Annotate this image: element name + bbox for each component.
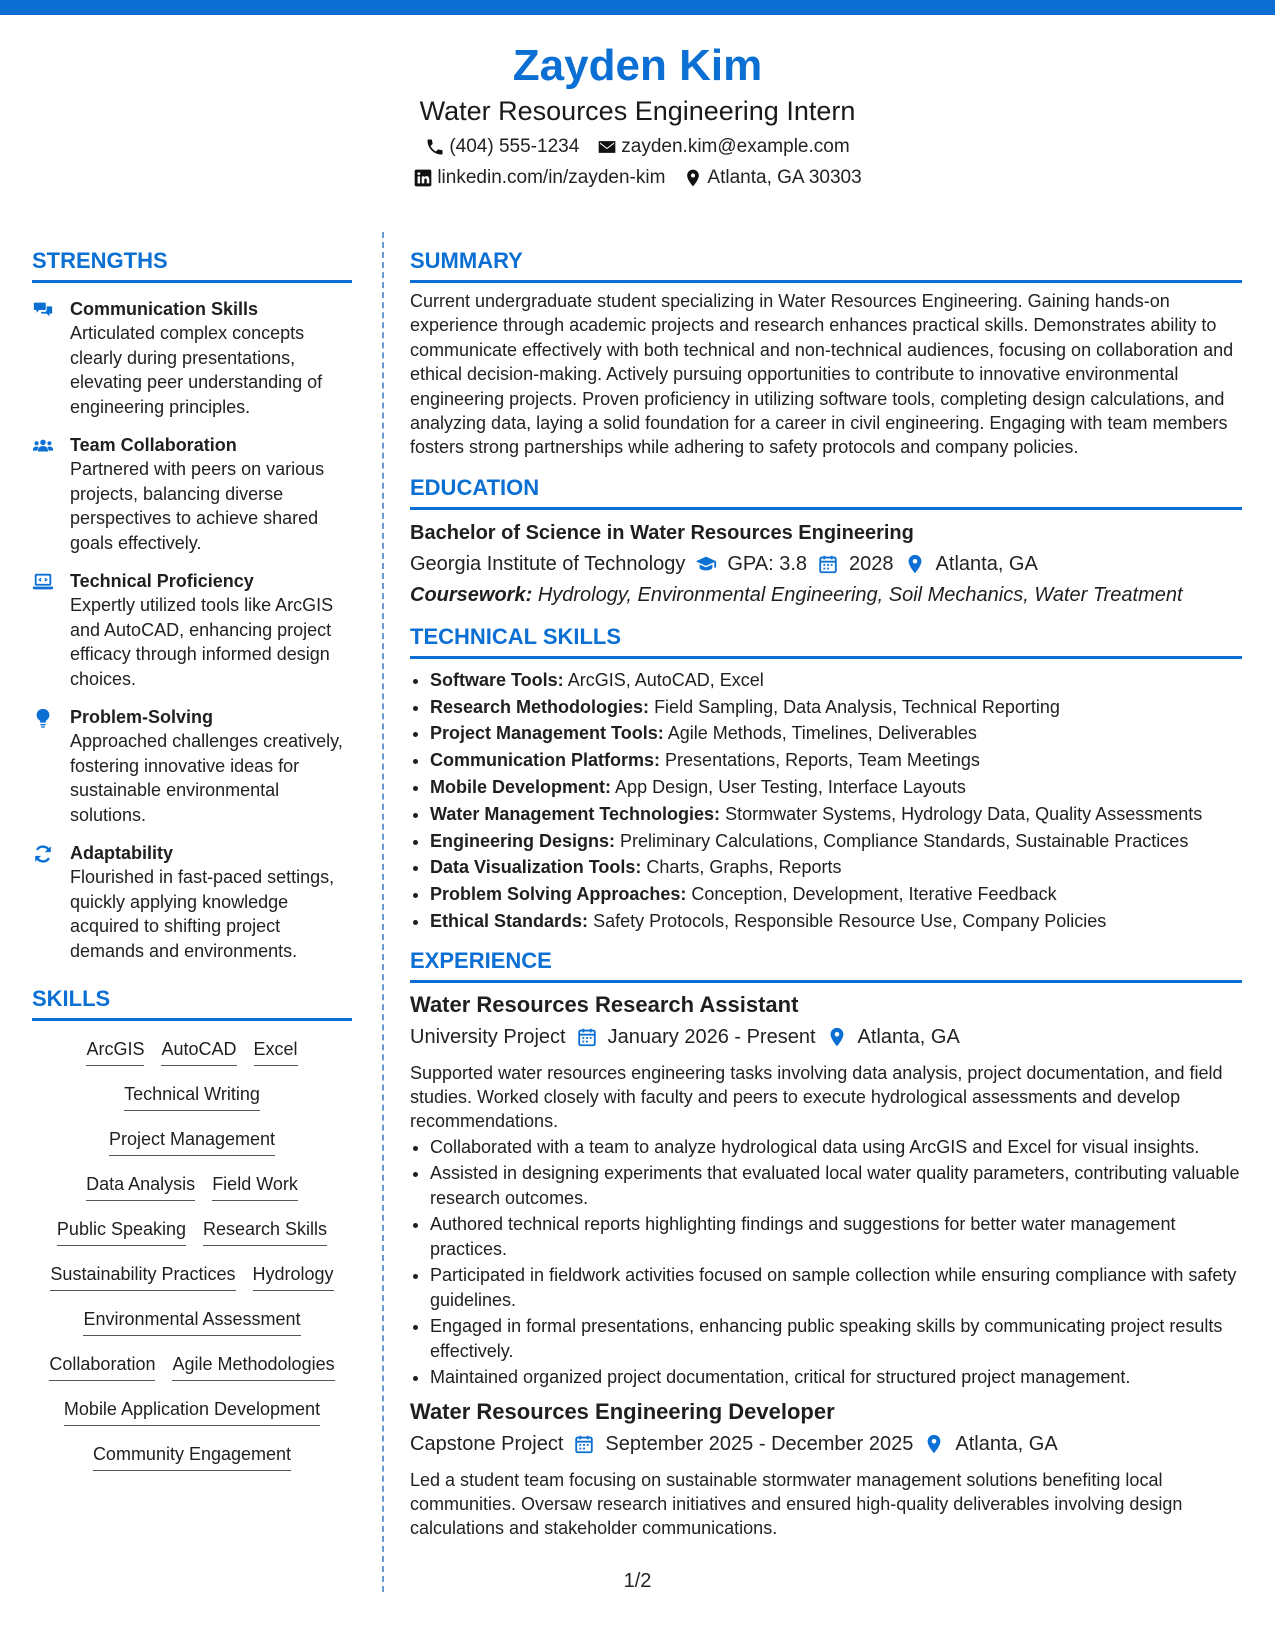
job-entry bbox=[410, 991, 1242, 1390]
job-bullet: • Participated in fieldwork activities focused on sample collection while ensuring compliance with safety guidelines. bbox=[430, 1263, 1242, 1312]
top-accent-bar bbox=[0, 0, 1275, 15]
job-bullets bbox=[410, 1135, 1242, 1390]
skill-tag: Public Speaking bbox=[57, 1217, 186, 1246]
strengths-heading: STRENGTHS bbox=[32, 247, 352, 283]
right-column bbox=[410, 247, 1242, 1540]
skill-category: Project Management Tools: bbox=[430, 723, 664, 744]
skill-tag: Field Work bbox=[212, 1172, 298, 1201]
skill-tag: Collaboration bbox=[49, 1352, 155, 1381]
job-entry bbox=[410, 1398, 1242, 1540]
strength-title: Adaptability bbox=[70, 843, 174, 863]
skill-values: Charts, Graphs, Reports bbox=[646, 857, 842, 878]
skill-tag: ArcGIS bbox=[86, 1037, 144, 1066]
job-description: Supported water resources engineering tasks involving data analysis, project documentation, and field studies. Worked closely with faculty and peers to execute hydrological assessments and develop recommendations. bbox=[410, 1062, 1223, 1131]
skill-tag: Environmental Assessment bbox=[83, 1307, 300, 1336]
technical-skill-item bbox=[430, 801, 1242, 828]
skill-tag: AutoCAD bbox=[161, 1037, 236, 1066]
job-dates: January 2026 - Present bbox=[607, 1025, 816, 1048]
strength-item bbox=[32, 705, 352, 827]
skill-tag: Community Engagement bbox=[93, 1442, 291, 1471]
job-org: Capstone Project bbox=[410, 1432, 564, 1455]
job-bullet: • Maintained organized project documentation, critical for structured project management. bbox=[430, 1365, 1242, 1390]
skill-values: Preliminary Calculations, Compliance Standards, Sustainable Practices bbox=[620, 830, 1189, 851]
technical-skill-item bbox=[430, 774, 1242, 801]
linkedin-text[interactable]: linkedin.com/in/zayden-kim bbox=[437, 167, 666, 188]
strength-item bbox=[32, 433, 352, 555]
technical-skill-item bbox=[430, 854, 1242, 881]
summary-heading: SUMMARY bbox=[410, 247, 1242, 283]
skills-list bbox=[32, 1033, 352, 1483]
skill-values: Agile Methods, Timelines, Deliverables bbox=[667, 723, 977, 744]
skill-category: Problem Solving Approaches: bbox=[430, 884, 687, 905]
strength-title: Communication Skills bbox=[70, 299, 259, 319]
map-marker-icon bbox=[904, 553, 926, 575]
job-description: Led a student team focusing on sustainable stormwater management solutions benefiting local communities. Oversaw research initiatives and ensured high-quality deliverables involving design calculations and stakeholder communications. bbox=[410, 1469, 1183, 1538]
skill-category: Data Visualization Tools: bbox=[430, 857, 642, 878]
job-meta bbox=[410, 1430, 1242, 1458]
column-divider bbox=[382, 232, 384, 1592]
skill-values: Field Sampling, Data Analysis, Technical Reporting bbox=[654, 696, 1060, 717]
coursework-list: Hydrology, Environmental Engineering, Soil Mechanics, Water Treatment bbox=[537, 583, 1183, 606]
technical-skill-item bbox=[430, 747, 1242, 774]
job-location: Atlanta, GA bbox=[857, 1025, 960, 1048]
users-icon bbox=[32, 435, 54, 457]
map-marker-icon bbox=[923, 1433, 945, 1455]
skill-category: Water Management Technologies: bbox=[430, 803, 721, 824]
technical-skill-item bbox=[430, 667, 1242, 694]
skill-category: Ethical Standards: bbox=[430, 911, 589, 932]
email-text[interactable]: zayden.kim@example.com bbox=[621, 136, 850, 157]
job-title: Water Resources Engineering Developer bbox=[410, 1398, 835, 1424]
job-bullet: • Assisted in designing experiments that evaluated local water quality parameters, contributing valuable research outcomes. bbox=[430, 1161, 1242, 1210]
calendar-icon bbox=[573, 1433, 595, 1455]
left-column bbox=[32, 247, 352, 1483]
skills-line bbox=[32, 1078, 352, 1123]
envelope-icon bbox=[597, 137, 617, 157]
skill-tag: Excel bbox=[254, 1037, 298, 1066]
location-text: Atlanta, GA 30303 bbox=[707, 167, 862, 188]
skills-line bbox=[32, 1123, 352, 1168]
candidate-name: Zayden Kim bbox=[512, 41, 763, 90]
education-meta bbox=[410, 550, 1242, 578]
skill-tag: Project Management bbox=[109, 1127, 275, 1156]
job-dates: September 2025 - December 2025 bbox=[605, 1432, 914, 1455]
calendar-icon bbox=[576, 1026, 598, 1048]
resume-header bbox=[0, 40, 1275, 190]
school-name: Georgia Institute of Technology bbox=[410, 552, 686, 575]
skill-values: Stormwater Systems, Hydrology Data, Quality Assessments bbox=[725, 803, 1203, 824]
graduation-cap-icon bbox=[695, 553, 717, 575]
location-contact bbox=[683, 166, 861, 190]
email-contact[interactable] bbox=[597, 135, 849, 159]
skill-category: Communication Platforms: bbox=[430, 750, 661, 771]
job-bullet: • Engaged in formal presentations, enhancing public speaking skills by communicating project results effectively. bbox=[430, 1314, 1242, 1363]
skill-tag: Sustainability Practices bbox=[50, 1262, 235, 1291]
skill-category: Mobile Development: bbox=[430, 777, 612, 798]
linkedin-icon bbox=[413, 168, 433, 188]
sync-icon bbox=[32, 843, 54, 865]
candidate-role: Water Resources Engineering Intern bbox=[419, 96, 856, 126]
phone-text: (404) 555-1234 bbox=[449, 136, 580, 157]
strength-item bbox=[32, 841, 352, 963]
job-title: Water Resources Research Assistant bbox=[410, 991, 799, 1017]
skills-line bbox=[32, 1303, 352, 1348]
skill-values: Presentations, Reports, Team Meetings bbox=[665, 750, 980, 771]
skills-line bbox=[32, 1168, 352, 1213]
skill-category: Research Methodologies: bbox=[430, 696, 650, 717]
strength-desc: Partnered with peers on various projects, balancing diverse perspectives to achieve shared goals effectively. bbox=[70, 459, 325, 553]
technical-skill-item bbox=[430, 720, 1242, 747]
map-marker-icon bbox=[826, 1026, 848, 1048]
skill-tag: Hydrology bbox=[253, 1262, 334, 1291]
skills-heading: SKILLS bbox=[32, 985, 352, 1021]
skill-values: Safety Protocols, Responsible Resource Use, Company Policies bbox=[593, 911, 1107, 932]
skills-line bbox=[32, 1438, 352, 1483]
skill-tag: Mobile Application Development bbox=[64, 1397, 320, 1426]
skill-tag: Data Analysis bbox=[86, 1172, 195, 1201]
skill-category: Software Tools: bbox=[430, 669, 564, 690]
strength-desc: Articulated complex concepts clearly during presentations, elevating peer understanding of engineering principles. bbox=[70, 323, 323, 417]
map-marker-icon bbox=[683, 168, 703, 188]
strength-item bbox=[32, 297, 352, 419]
skills-line bbox=[32, 1393, 352, 1438]
graduation-year: 2028 bbox=[849, 552, 894, 575]
technical-skill-item bbox=[430, 881, 1242, 908]
degree-title: Bachelor of Science in Water Resources Engineering bbox=[410, 521, 914, 544]
technical-skills-list bbox=[410, 667, 1242, 935]
page-number: 1/2 bbox=[623, 1570, 652, 1592]
laptop-code-icon bbox=[32, 571, 54, 593]
strength-desc: Expertly utilized tools like ArcGIS and AutoCAD, enhancing project efficacy through informed design choices. bbox=[70, 595, 334, 689]
skill-category: Engineering Designs: bbox=[430, 830, 616, 851]
job-org: University Project bbox=[410, 1025, 566, 1048]
strength-desc: Approached challenges creatively, fostering innovative ideas for sustainable environmental solutions. bbox=[70, 731, 343, 825]
skill-values: Conception, Development, Iterative Feedback bbox=[691, 884, 1057, 905]
skill-tag: Research Skills bbox=[203, 1217, 327, 1246]
skill-tag: Agile Methodologies bbox=[172, 1352, 334, 1381]
phone-contact bbox=[425, 135, 579, 159]
school-location: Atlanta, GA bbox=[935, 552, 1038, 575]
lightbulb-icon bbox=[32, 707, 54, 729]
summary-text: Current undergraduate student specializing in Water Resources Engineering. Gaining hands-on experience through academic projects and research enhances practical skills. Demonstrates ability to communicate effectively with both technical and non-technical audiences, focusing on collaboration and ethical decision-making. Actively pursuing opportunities to contribute to innovative environmental engineering projects. Proven proficiency in utilizing software tools, completing design calculations, and analyzing data, laying a solid foundation for a career in civil engineering. Engaging with team members fosters strong partnerships while adhering to safety protocols and company policies. bbox=[410, 291, 1234, 458]
skills-line bbox=[32, 1033, 352, 1078]
skills-line bbox=[32, 1258, 352, 1303]
linkedin-contact[interactable] bbox=[413, 166, 665, 190]
job-bullet: • Collaborated with a team to analyze hydrological data using ArcGIS and Excel for visual insights. bbox=[430, 1135, 1242, 1160]
contact-row-1 bbox=[0, 135, 1275, 159]
strength-title: Team Collaboration bbox=[70, 435, 237, 455]
skills-line bbox=[32, 1213, 352, 1258]
experience-heading: EXPERIENCE bbox=[410, 947, 1242, 983]
technical-skill-item bbox=[430, 908, 1242, 935]
technical-skills-heading: TECHNICAL SKILLS bbox=[410, 623, 1242, 659]
job-bullet: • Authored technical reports highlighting findings and suggestions for better water management practices. bbox=[430, 1212, 1242, 1261]
skill-values: ArcGIS, AutoCAD, Excel bbox=[567, 669, 764, 690]
technical-skill-item bbox=[430, 828, 1242, 855]
skills-line bbox=[32, 1348, 352, 1393]
skill-tag: Technical Writing bbox=[124, 1082, 260, 1111]
contact-row-2 bbox=[0, 166, 1275, 190]
coursework-label: Coursework: bbox=[410, 583, 533, 606]
coursework bbox=[410, 581, 1242, 609]
strength-item bbox=[32, 569, 352, 691]
job-meta bbox=[410, 1023, 1242, 1051]
calendar-icon bbox=[817, 553, 839, 575]
strength-title: Technical Proficiency bbox=[70, 571, 254, 591]
education-heading: EDUCATION bbox=[410, 474, 1242, 510]
chat-bubbles-icon bbox=[32, 299, 54, 321]
skill-values: App Design, User Testing, Interface Layouts bbox=[615, 777, 966, 798]
technical-skill-item bbox=[430, 694, 1242, 721]
phone-icon bbox=[425, 137, 445, 157]
job-location: Atlanta, GA bbox=[955, 1432, 1058, 1455]
strength-desc: Flourished in fast-paced settings, quickly applying knowledge acquired to shifting project demands and environments. bbox=[70, 867, 335, 961]
strength-title: Problem-Solving bbox=[70, 707, 214, 727]
gpa-text: GPA: 3.8 bbox=[727, 552, 808, 575]
